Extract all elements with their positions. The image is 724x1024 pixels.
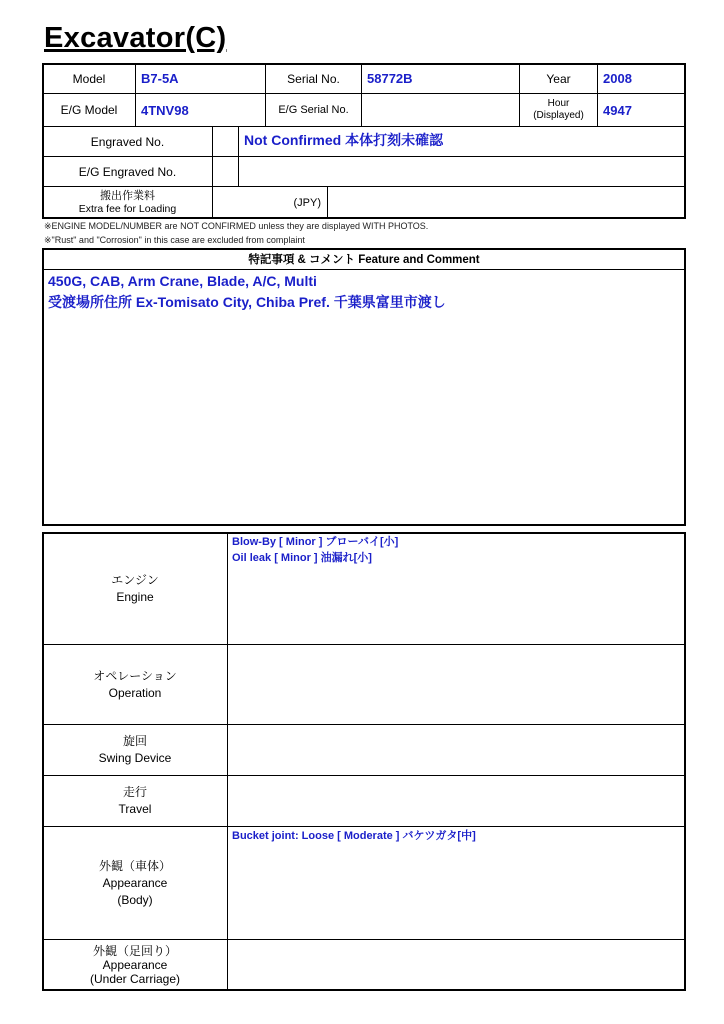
serial-label: Serial No. [287, 71, 340, 86]
feature-line-2: 受渡場所住所 Ex-Tomisato City, Chiba Pref. 千葉県富里市渡し [48, 294, 446, 310]
feature-box [42, 248, 686, 526]
note-engine: ※ENGINE MODEL/NUMBER are NOT CONFIRMED unless they are displayed WITH PHOTOS. [44, 221, 429, 231]
section-appearance-under-label: 外観（足回り） Appearance (Under Carriage) [89, 944, 181, 986]
feature-line-1: 450G, CAB, Arm Crane, Blade, A/C, Multi [48, 273, 317, 289]
section-engine-label: エンジン Engine [111, 572, 159, 604]
hour-label: Hour (Displayed) [533, 98, 584, 121]
fee-label: 搬出作業料 Extra fee for Loading [78, 189, 177, 215]
section-swing-label: 旋回 Swing Device [98, 734, 172, 765]
section-appearance-body-label: 外観（車体） Appearance (Body) [98, 858, 171, 907]
fee-value [328, 187, 678, 218]
note-rust: ※"Rust" and "Corrosion" in this case are excluded from complaint [44, 235, 305, 245]
section-operation-label: オペレーション Operation [93, 668, 177, 700]
year-value: 2008 [603, 71, 632, 86]
page-title: Excavator(C) [44, 22, 227, 54]
section-travel-label: 走行 Travel [118, 785, 152, 816]
engine-comment-2: Oil leak [ Minor ] 油漏れ[小] [232, 552, 372, 564]
fee-unit: (JPY) [293, 196, 321, 209]
model-label: Model [72, 71, 106, 86]
appearance-body-comment-1: Bucket joint: Loose [ Moderate ] バケツガタ[中] [232, 830, 476, 842]
eg-model-label: E/G Model [60, 103, 118, 117]
serial-value: 58772B [367, 71, 413, 86]
model-value: B7-5A [141, 71, 179, 86]
engraved-value: Not Confirmed 本体打刻未確認 [244, 131, 444, 148]
eg-engraved-value [239, 157, 679, 186]
eg-serial-label: E/G Serial No. [278, 104, 349, 116]
eg-engraved-label: E/G Engraved No. [78, 164, 177, 179]
year-label: Year [546, 71, 571, 86]
eg-model-value: 4TNV98 [141, 102, 189, 118]
engine-comment-1: Blow-By [ Minor ] ブローバイ[小] [232, 536, 399, 548]
engraved-label: Engraved No. [90, 134, 165, 149]
hour-value: 4947 [603, 102, 632, 118]
feature-header: 特記事項 & コメント Feature and Comment [248, 254, 480, 266]
eg-serial-value [362, 94, 519, 126]
